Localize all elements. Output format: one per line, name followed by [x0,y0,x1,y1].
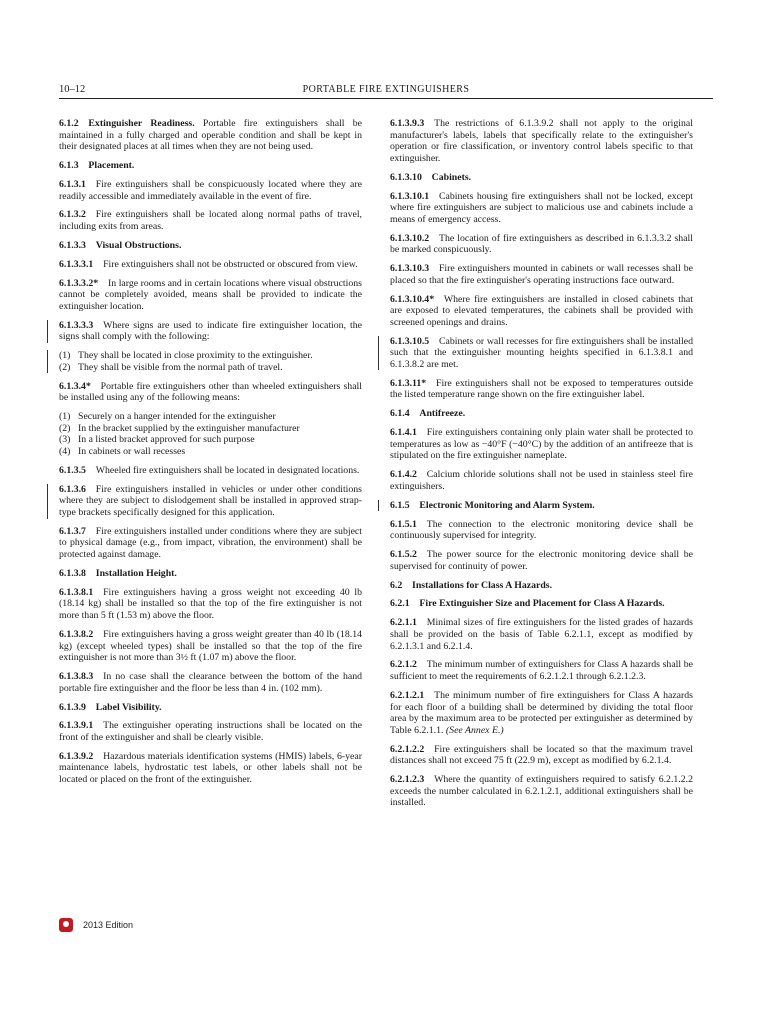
section-number: 6.2 [390,579,403,591]
section-number: 6.1.4.1 [390,427,417,439]
section-number: 6.1.3.3.3 [59,319,94,331]
section-number: 6.1.3.9.2 [59,750,94,762]
section-number: 6.1.3.1 [59,178,86,190]
running-title: PORTABLE FIRE EXTINGUISHERS [302,84,470,95]
list-marker: (1) [59,350,71,362]
section-label: Extinguisher Readiness. [88,118,195,129]
section-paragraph [59,720,362,743]
section-text: Fire extinguishers having a gross weight greater than 40 lb (18.14 kg) (except wheeled types) shall be installed so that the top of the fire extinguisher is not more than 3½ ft (1.07 m) above the floor. [59,628,362,664]
left-column [59,118,362,793]
section-number: 6.1.3.10.2 [390,232,430,244]
numbered-list [59,350,362,373]
section-number: 6.1.3.5 [59,464,86,476]
section-paragraph [59,381,362,404]
section-text: Fire extinguishers shall not be exposed to temperatures outside the listed temperature range shown on the fire extinguisher label. [390,377,693,401]
section-heading [390,408,693,420]
section-paragraph [59,278,362,313]
section-text: Fire extinguishers installed in vehicles or under other conditions where they are subject to dislodgement shall be installed in approved strap-type brackets specifically designed for this application. [59,483,362,518]
section-paragraph [390,233,693,256]
section-text: The restrictions of 6.1.3.9.2 shall not apply to the original manufacturer's labels, labels that specifically relate to the extinguisher's operation or fire classification, or inventory control labels specific to that extinguisher. [390,118,693,164]
section-text: Calcium chloride solutions shall not be used in stainless steel fire extinguishers. [390,469,693,492]
section-number: 6.1.3.8 [59,567,86,579]
section-text: In no case shall the clearance between the bottom of the hand portable fire extinguisher and the floor be less than 4 in. (102 mm). [59,671,362,694]
section-text: Fire extinguishers installed under conditions where they are subject to physical damage (e.g., from impact, vibration, the environment) shall be protected against damage. [59,525,362,561]
section-number: 6.1.5 [390,499,410,511]
section-label: Antifreeze. [419,408,466,420]
list-marker: (3) [59,434,71,446]
list-item [59,434,362,446]
section-paragraph [390,659,693,682]
list-item [59,411,362,423]
list-marker: (1) [59,411,71,423]
section-number: 6.1.3.7 [59,525,86,537]
section-number: 6.1.3.10.3 [390,263,430,275]
section-number: 6.1.3.3.1 [59,258,94,270]
list-item [59,362,362,374]
section-text: Fire extinguishers shall not be obstructed or obscured from view. [103,258,358,270]
section-paragraph [59,209,362,232]
section-text: Fire extinguishers shall be located along normal paths of travel, including exits from areas. [59,209,362,233]
section-heading [390,580,693,592]
section-text: Wheeled fire extinguishers shall be located in designated locations. [95,464,360,476]
page-header [59,84,713,99]
section-label: Electronic Monitoring and Alarm System. [419,499,595,511]
section-paragraph [59,671,362,694]
section-paragraph [390,336,693,371]
section-paragraph [390,263,693,286]
list-marker: (2) [59,422,71,434]
page-footer [59,918,133,932]
list-marker: (2) [59,361,71,373]
list-item-text: In the bracket supplied by the extinguisher manufacturer [78,422,300,434]
annex-reference: (See Annex E.) [445,724,504,736]
section-paragraph [390,118,693,164]
section-text: Where signs are used to indicate fire extinguisher location, the signs shall comply with the following: [59,319,362,343]
section-number: 6.1.3.2 [59,209,86,221]
section-number: 6.1.3.10.1 [390,190,430,202]
section-text: Fire extinguishers containing only plain water shall be protected to temperatures as low as −40°F (−40°C) by the addition of an antifreeze that is stipulated on the fire extinguisher nameplate. [390,427,693,462]
section-text: Minimal sizes of fire extinguishers for the listed grades of hazards shall be provided on the basis of Table 6.2.1.1, except as modified by 6.2.1.3.1 and 6.2.1.4. [390,617,693,652]
section-text: Portable fire extinguishers other than wheeled extinguishers shall be installed using any of the following means: [59,380,362,404]
section-text: Hazardous materials identification systems (HMIS) labels, 6-year maintenance labels, hydrostatic test labels, or other labels shall not be located or placed on the front of the extinguisher. [59,750,362,786]
change-bar [378,500,379,512]
section-label: Placement. [88,160,135,172]
section-text: Fire extinguishers mounted in cabinets or wall recesses shall be placed so that the fire extinguisher's operating instructions face outward. [390,263,693,286]
section-number: 6.2.1.2.2 [390,743,425,755]
section-text: The power source for the electronic monitoring device shall be supervised for continuity of power. [390,549,693,572]
section-number: 6.1.3.8.2 [59,628,94,640]
section-number: 6.1.3.4* [59,380,91,392]
section-paragraph [59,259,362,271]
section-text: Cabinets or wall recesses for fire extinguishers shall be installed such that the extinguisher mounting heights specified in 6.1.3.8.1 and 6.1.3.8.2 are met. [390,335,693,370]
section-label: Fire Extinguisher Size and Placement for Class A Hazards. [419,598,665,610]
section-paragraph [59,118,362,153]
list-item [59,446,362,458]
change-bar [47,320,48,343]
section-number: 6.1.2 [59,118,79,129]
section-text: The minimum number of extinguishers for Class A hazards shall be sufficient to meet the requirements of 6.2.1.2.1 through 6.2.1.2.3. [390,659,693,683]
section-paragraph [390,469,693,492]
section-number: 6.1.3.10.5 [390,335,430,347]
section-number: 6.2.1.2.1 [390,689,425,701]
section-label: Label Visibility. [95,701,162,713]
section-number: 6.1.3.8.1 [59,586,94,598]
list-item-text: They shall be located in close proximity to the extinguisher. [78,350,313,362]
section-number: 6.1.3.3 [59,239,86,251]
section-text: The extinguisher operating instructions shall be located on the front of the extinguisher and shall be clearly visible. [59,720,362,743]
section-text: The location of fire extinguishers as described in 6.1.3.3.2 shall be marked conspicuously. [390,232,693,256]
section-number: 6.2.1.1 [390,617,417,629]
section-label: Cabinets. [431,171,472,183]
section-number: 6.1.3.10.4* [390,293,435,305]
section-number: 6.2.1.2.3 [390,774,425,786]
nfpa-logo-icon [59,918,73,932]
section-paragraph [390,294,693,329]
section-text: Where fire extinguishers are installed in closed cabinets that are exposed to elevated temperatures, the cabinets shall be provided with screened openings and drains. [390,293,693,328]
page-number: 10–12 [59,84,86,95]
section-number: 6.1.3.8.3 [59,671,94,683]
section-text: The minimum number of fire extinguishers for Class A hazards for each floor of a building shall be determined by dividing the total floor area by the maximum area to be protected per extinguisher as determined by Table 6.2.1.1. [390,689,693,736]
section-number: 6.1.3 [59,160,79,172]
section-number: 6.1.4 [390,408,410,420]
list-item-text: In a listed bracket approved for such purpose [78,434,255,446]
section-paragraph [59,320,362,343]
section-paragraph [59,587,362,622]
section-label: Installations for Class A Hazards. [412,579,553,591]
section-paragraph [59,465,362,477]
section-paragraph [59,526,362,561]
section-paragraph [59,629,362,664]
section-text: Fire extinguishers having a gross weight not exceeding 40 lb (18.14 kg) shall be installed so that the top of the fire extinguisher is not more than 5 ft (1.53 m) above the floor. [59,586,362,622]
section-paragraph [59,751,362,786]
numbered-list [59,411,362,457]
section-text: Where the quantity of extinguishers required to satisfy 6.2.1.2.2 exceeds the number calculated in 6.2.1.2.1, additional extinguishers shall be installed. [390,774,693,809]
section-paragraph [390,519,693,542]
section-number: 6.1.5.1 [390,518,417,530]
section-number: 6.1.3.6 [59,483,86,495]
section-text: Cabinets housing fire extinguishers shall not be locked, except where fire extinguishers are subject to malicious use and cabinets include a means of emergency access. [390,190,693,225]
section-number: 6.1.3.10 [390,171,422,183]
section-number: 6.2.1.2 [390,659,417,671]
section-heading [59,568,362,580]
section-paragraph [59,179,362,202]
section-label: Installation Height. [95,567,177,579]
change-bar [378,336,379,371]
section-heading [59,160,362,172]
section-number: 6.1.4.2 [390,469,417,481]
section-paragraph [390,378,693,401]
section-number: 6.1.3.9.1 [59,720,94,732]
section-heading [59,240,362,252]
section-number: 6.1.3.11* [390,377,427,389]
list-item-text: Securely on a hanger intended for the extinguisher [78,411,276,423]
section-text: In large rooms and in certain locations where visual obstructions cannot be completely avoided, means shall be provided to indicate the extinguisher location. [59,277,362,312]
list-item [59,423,362,435]
change-bar [47,484,48,519]
section-paragraph [390,617,693,652]
section-number: 6.1.3.9 [59,701,86,713]
section-number: 6.1.5.2 [390,549,417,561]
list-item-text: In cabinets or wall recesses [78,446,186,458]
list-marker: (4) [59,446,71,458]
section-paragraph [390,191,693,226]
edition-label: 2013 Edition [83,920,134,930]
list-item [59,350,362,362]
section-paragraph [59,484,362,519]
section-text: The connection to the electronic monitoring device shall be continuously supervised for integrity. [390,518,693,542]
change-bar [47,350,48,373]
section-number: 6.1.3.9.3 [390,118,425,129]
section-paragraph [390,690,693,736]
section-text: Fire extinguishers shall be conspicuously located where they are readily accessible and immediately available in the event of fire. [59,178,362,202]
section-number: 6.1.3.3.2* [59,277,99,289]
right-column [390,118,693,816]
section-heading [59,702,362,714]
section-heading [390,598,693,610]
section-heading [390,500,693,512]
list-item-text: They shall be visible from the normal path of travel. [78,361,283,373]
section-paragraph [390,549,693,572]
section-text: Fire extinguishers shall be located so that the maximum travel distances shall not exceed 75 ft (22.9 m), except as modified by 6.2.1.4. [390,743,693,767]
section-paragraph [390,744,693,767]
section-paragraph [390,774,693,809]
section-number: 6.2.1 [390,598,410,610]
section-text: Portable fire extinguishers shall be maintained in a fully charged and operable condition and shall be kept in their designated places at all times when they are not being used. [59,118,362,153]
section-paragraph [390,427,693,462]
section-label: Visual Obstructions. [95,239,182,251]
section-heading [390,172,693,184]
